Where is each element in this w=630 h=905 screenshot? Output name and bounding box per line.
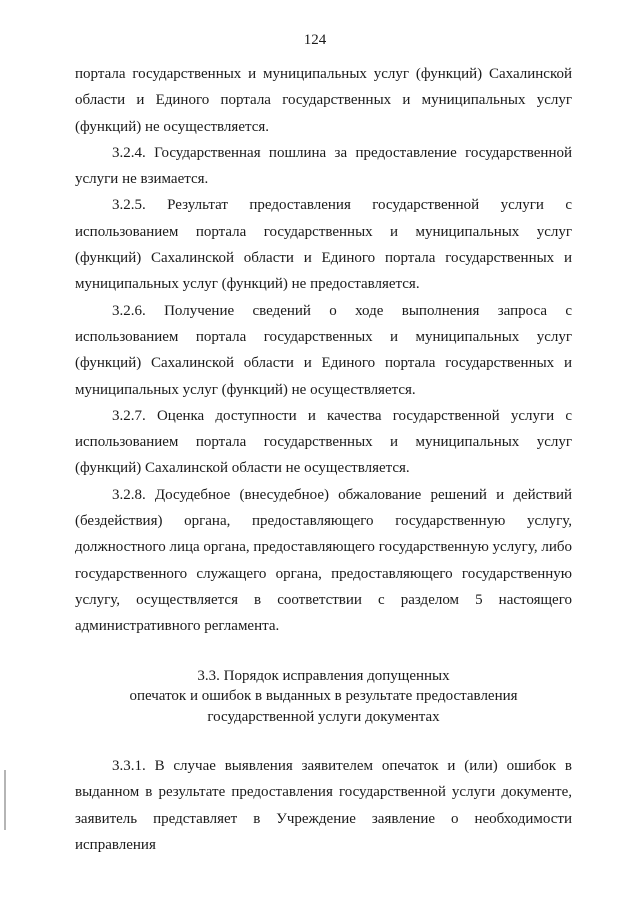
paragraph-3-2-8: 3.2.8. Досудебное (внесудебное) обжалование решений и действий (бездействия) органа, предоставляющего государственную услугу, должностного лица органа, предоставляющего государственную услугу, либо государственного служащего органа, предоставляющего государственную услугу, осуществляется в соответствии с разделом 5 настоящего административного регламента. xyxy=(75,486,572,635)
section-heading-line: 3.3. Порядок исправления допущенных xyxy=(197,667,450,684)
paragraph-3-3-1: 3.3.1. В случае выявления заявителем опечаток и (или) ошибок в выданном в результате предоставления государственной услуги документе, заявитель представляет в Учреждение заявление о необходимости исправления xyxy=(75,758,572,853)
margin-mark xyxy=(4,770,6,830)
section-heading-3-3 xyxy=(75,666,572,728)
document-body xyxy=(75,61,572,858)
paragraph-3-2-4: 3.2.4. Государственная пошлина за предоставление государственной услуги не взимается. xyxy=(75,144,572,188)
section-heading-line: опечаток и ошибок в выданных в результате предоставления xyxy=(129,688,518,705)
section-heading-line: государственной услуги документах xyxy=(207,708,440,725)
paragraph-3-2-7: 3.2.7. Оценка доступности и качества государственной услуги с использованием портала государственных и муниципальных услуг (функций) Сахалинской области не осуществляется. xyxy=(75,407,572,477)
paragraph-3-2-6: 3.2.6. Получение сведений о ходе выполнения запроса с использованием портала государственных и муниципальных услуг (функций) Сахалинской области и Единого портала государственных и муниципальных услуг (функций) не осуществляется. xyxy=(75,302,572,398)
page-number: 124 xyxy=(303,32,327,48)
paragraph-3-2-5: 3.2.5. Результат предоставления государственной услуги с использованием портала государственных и муниципальных услуг (функций) Сахалинской области и Единого портала государственных и муниципальных услуг (функций) не предоставляется. xyxy=(75,197,572,293)
paragraph-continuation: портала государственных и муниципальных услуг (функций) Сахалинской области и Единого портала государственных и муниципальных услуг (функций) не осуществляется. xyxy=(75,66,572,135)
